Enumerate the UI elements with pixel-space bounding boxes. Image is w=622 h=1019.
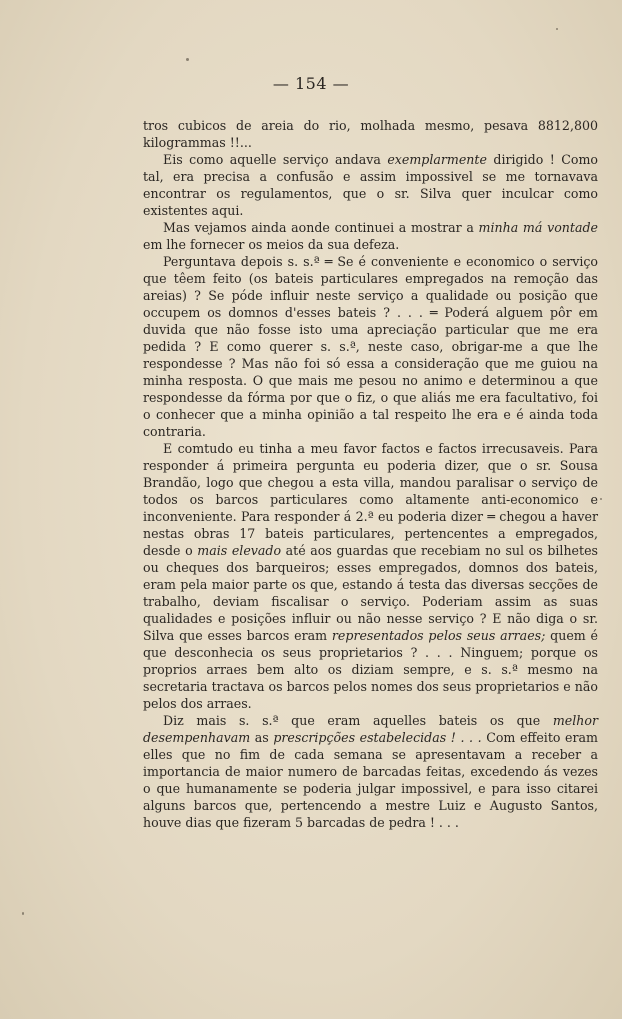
page-number: — 154 — [272, 74, 350, 93]
text-run: até aos guardas que recebiam no sul os bilhetes ou cheques dos barqueiros; esses empregados, domnos dos bateis, eram pela maior parte os que, estando á testa das diversas secções de trabalho, deviam fiscalisar o serviço. Poderiam assim as suas qualidades e posições influir ou não nesse serviço ? E não diga o sr. Silva que esses barcos eram [143, 543, 598, 643]
text-run: E comtudo eu tinha a meu favor factos e factos irrecusaveis. Para responder á primeira pergunta eu poderia dizer, que o sr. Sousa Brandão, logo que chegou a esta villa, mandou paralisar o serviço de todos os barcos particulares como altamente anti-economico e inconveniente. Para responder á 2.ª eu poderia dizer ═ chegou a haver nestas obras 17 bateis particulares, pertencentes a empregados, desde o [143, 441, 598, 558]
text-run: Eis como aquelle serviço andava [163, 152, 388, 167]
text-run: quem é que desconhecia os seus proprietarios ? . . . Ninguem; porque os proprios arraes bem alto os diziam sempre, e s. s.ª mesmo na secretaria tractava os barcos pelos nomes dos seus proprietarios e não pelos dos arraes. [143, 628, 599, 711]
body-text [143, 117, 598, 831]
italic-run: melhor desempenhavam [143, 713, 598, 745]
text-run: Mas vejamos ainda aonde continuei a mostrar a [163, 220, 479, 235]
text-run: as [250, 730, 274, 745]
italic-run: prescripções estabelecidas ! . . . [273, 730, 482, 745]
italic-run: minha má vontade [478, 220, 598, 235]
italic-run: representados pelos seus arraes; [331, 628, 546, 643]
paper-speck [600, 498, 602, 500]
paragraph [143, 440, 598, 712]
text-run: tros cubicos de areia do rio, molhada mesmo, pesava 8812,800 kilogrammas !!... [143, 118, 598, 150]
paragraph [143, 151, 598, 219]
italic-run: mais elevado [197, 543, 282, 558]
paragraph [143, 712, 598, 831]
text-run: em lhe fornecer os meios da sua defeza. [143, 237, 400, 252]
text-run: Com effeito eram elles que no fim de cada semana se apresentavam a receber a importancia de maior numero de barcadas feitas, excedendo ás vezes o que humanamente se poderia julgar impossivel, e para isso citarei alguns barcos que, pertencendo a mestre Luiz e Augusto Santos, houve dias que fizeram 5 barcadas de pedra ! . . . [143, 730, 598, 830]
paragraph [143, 117, 598, 151]
text-run: Diz mais s. s.ª que eram aquelles bateis os que [163, 713, 553, 728]
paragraph [143, 219, 598, 253]
paper-speck [22, 912, 24, 915]
italic-run: exemplarmente [387, 152, 487, 167]
text-run: Perguntava depois s. s.ª ═ Se é conveniente e economico o serviço que têem feito (os bateis particulares empregados na remoção das areias) ? Se póde influir neste serviço a qualidade ou posição que occupem os domnos d'esses bateis ? . . . ═ Poderá alguem pôr em duvida que não fosse isto uma apreciação particular que me era pedida ? E como querer s. s.ª, neste caso, obrigar-me a que lhe respondesse ? Mas não foi só essa a consideração que me guiou na minha resposta. O que mais me pesou no animo e determinou a que respondesse da fórma por que o fiz, o que aliás me era facultativo, foi o conhecer que a minha opinião a tal respeito lhe era e é ainda toda contraria. [143, 254, 598, 439]
paper-speck [186, 58, 189, 61]
text-run: dirigido ! Como tal, era precisa a confusão e assim impossivel se me tornavava encontrar os regulamentos, que o sr. Silva quer inculcar como existentes aqui. [143, 152, 599, 218]
paper-speck [556, 28, 558, 30]
paragraph [143, 253, 598, 440]
